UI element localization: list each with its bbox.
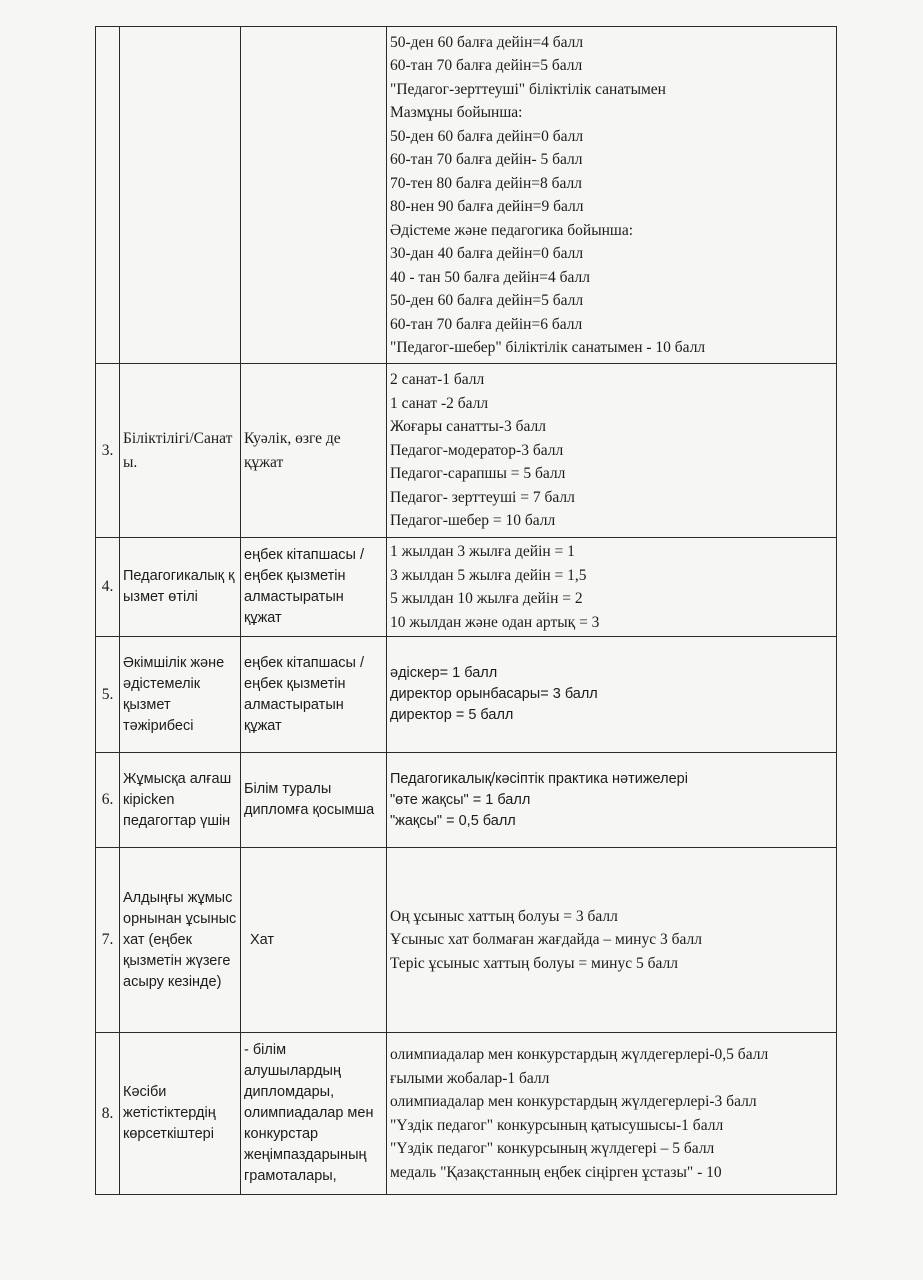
criterion-name: Жұмысқа алғаш кірісken педагогтар үшін [120,753,241,848]
scoring-criteria [387,538,837,637]
table-row [96,753,837,848]
criteria-line: "өте жақсы" = 1 балл [390,791,531,808]
criteria-line: Педагог-сарапшы = 5 балл [390,465,566,483]
criteria-line: Жоғары санатты-3 балл [390,418,546,436]
criterion-name [120,27,241,364]
supporting-document: Куәлік, өзге де құжат [241,364,387,538]
criteria-line: Теріс ұсыныс хаттың болуы = минус 5 балл [390,954,678,972]
supporting-document: еңбек кітапшасы / еңбек қызметін алмастыратын құжат [241,538,387,637]
criteria-line: 70-тен 80 балға дейін=8 балл [390,174,583,192]
criteria-line: 50-ден 60 балға дейін=5 балл [390,292,584,309]
criteria-line: әдіскер= 1 балл [390,665,498,681]
criteria-line: 80-нен 90 балға дейін=9 балл [390,198,584,215]
criteria-line: олимпиадалар мен конкурстардың жүлдегерлері-3 балл [390,1093,757,1110]
criteria-line: директор орынбасары= 3 балл [390,686,598,702]
row-number: 6. [96,753,120,848]
criteria-line: Ұсыныс хат болмаған жағдайда – минус 3 балл [390,931,702,949]
criterion-name: Кәсіби жетістіктердің көрсеткіштері [120,1033,241,1195]
criteria-line: Оң ұсыныс хаттың болуы = 3 балл [390,907,618,925]
scoring-criteria [387,1033,837,1195]
row-number: 7. [96,848,120,1033]
scoring-criteria [387,753,837,848]
criteria-line: Педагог-модератор-3 балл [390,441,564,459]
criteria-line: Педагогикалық/кәсіптік практика нәтижелері [390,770,688,787]
scoring-criteria [387,637,837,753]
scoring-criteria [387,27,837,364]
criteria-line: "Үздік педагог" конкурсының жүлдегері – 5 балл [390,1140,715,1157]
table-row [96,848,837,1033]
scoring-criteria [387,848,837,1033]
row-number: 5. [96,637,120,753]
criteria-line: Мазмұны бойынша: [390,104,523,121]
scoring-criteria [387,364,837,538]
criteria-line: 1 санат -2 балл [390,394,489,412]
criterion-name: Алдыңғы жұмыс орнынан ұсыныс хат (еңбек қызметін жүзеге асыру кезінде) [120,848,241,1033]
criteria-line: 10 жылдан және одан артық = 3 [390,613,600,631]
criteria-line: "Педагог-шебер" біліктілік санатымен - 10 балл [390,339,706,356]
criteria-line: медаль "Қазақстанның еңбек сіңірген ұстазы" - 10 [390,1163,722,1181]
criteria-line: 50-ден 60 балға дейін=4 балл [390,33,584,51]
supporting-document: еңбек кітапшасы / еңбек қызметін алмастыратын құжат [241,637,387,753]
supporting-document [241,27,387,364]
table-row [96,27,837,364]
criterion-name: Біліктілігі/Санаты. [120,364,241,538]
criteria-line: "Үздік педагог" конкурсының қатысушысы-1 балл [390,1116,724,1134]
criteria-table [95,26,837,1195]
criteria-line: 1 жылдан 3 жылға дейін = 1 [390,543,575,560]
row-number: 8. [96,1033,120,1195]
table-row [96,364,837,538]
supporting-document: Білім туралы дипломға қосымша [241,753,387,848]
criteria-line: "жақсы" = 0,5 балл [390,812,516,829]
criteria-line: 60-тан 70 балға дейін=6 балл [390,315,583,333]
table-row [96,637,837,753]
criteria-line: 5 жылдан 10 жылға дейін = 2 [390,590,583,607]
criteria-line: Педагог- зерттеуші = 7 балл [390,488,575,506]
table-row [96,1033,837,1195]
criteria-line: 60-тан 70 балға дейін=5 балл [390,57,583,74]
criteria-line: Әдістеме және педагогика бойынша: [390,221,634,239]
table-row [96,538,837,637]
supporting-document: - білім алушылардың дипломдары, олимпиадалар мен конкурстар жеңімпаздарының грамоталары, [241,1033,387,1195]
criteria-line: Педагог-шебер = 10 балл [390,512,556,530]
criteria-line: 50-ден 60 балға дейін=0 балл [390,127,584,145]
criterion-name: Педагогикалық қызмет өтілі [120,538,241,637]
supporting-document: Хат [241,848,387,1033]
row-number: 4. [96,538,120,637]
criteria-line: 60-тан 70 балға дейін- 5 балл [390,151,583,168]
criteria-line: ғылыми жобалар-1 балл [390,1069,550,1087]
criteria-line: 2 санат-1 балл [390,371,485,389]
criteria-line: олимпиадалар мен конкурстардың жүлдегерлері-0,5 балл [390,1046,769,1063]
criteria-line: 40 - тан 50 балға дейін=4 балл [390,268,590,286]
criteria-line: 3 жылдан 5 жылға дейін = 1,5 [390,566,587,584]
criterion-name: Әкімшілік және әдістемелік қызмет тәжірибесі [120,637,241,753]
row-number: 3. [96,364,120,538]
criteria-line: директор = 5 балл [390,707,514,723]
row-number [96,27,120,364]
criteria-line: 30-дан 40 балға дейін=0 балл [390,245,584,262]
criteria-line: "Педагог-зерттеуші" біліктілік санатымен [390,80,666,98]
